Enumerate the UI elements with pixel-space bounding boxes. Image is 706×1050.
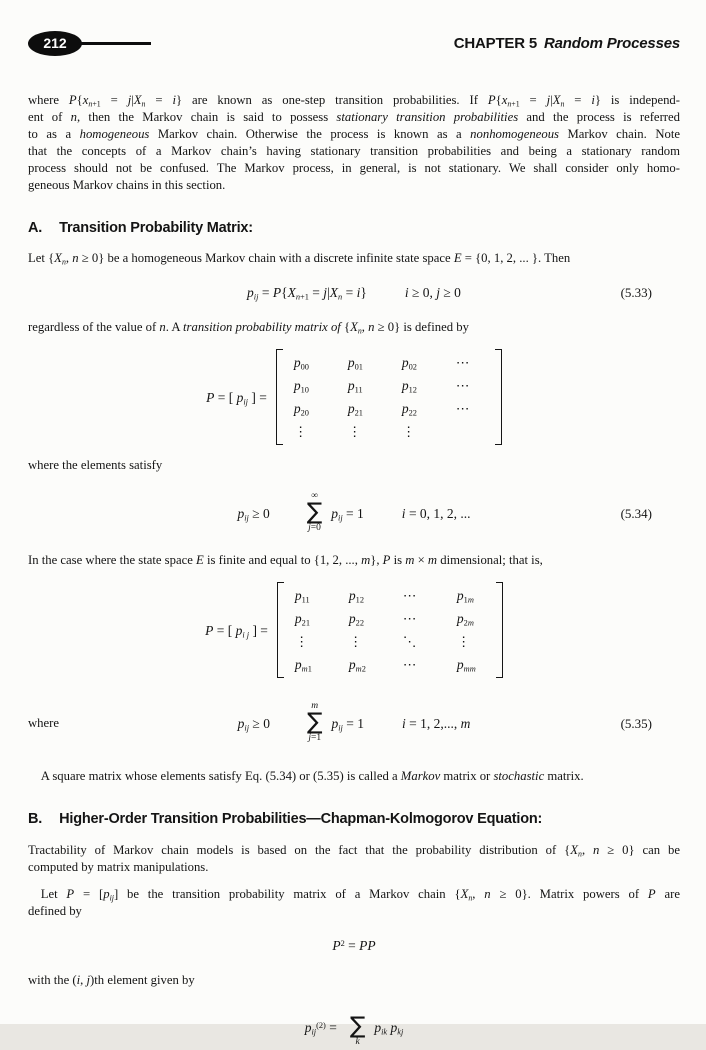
matrix-cell: $p_{12}$: [401, 378, 417, 395]
section-letter: B.: [28, 811, 43, 827]
sum-lower-limit: j=0: [308, 522, 321, 533]
matrix-cell: $p_{02}$: [401, 355, 417, 372]
equation-post: $p_{ij} = 1$: [331, 505, 364, 522]
equation-body: $p_{ij} = P\{X_{n+1} = j|X_n = i\}$: [247, 285, 367, 302]
right-bracket: [495, 349, 502, 445]
sum-lower-limit: j=1: [308, 732, 322, 743]
equation-pre: $p_{ij}^{(2)}$ =: [304, 1019, 337, 1036]
section-title: Higher-Order Transition Probabilities—Chapman-Kolmogorov Equation:: [59, 811, 543, 827]
matrix-cell: $p_{20}$: [293, 401, 309, 418]
paragraph-square-matrix: A square matrix whose elements satisfy Eq. (5.34) or (5.35) is called a Markov matrix or stochastic matrix.: [28, 769, 584, 783]
intro-paragraph: [28, 92, 680, 194]
matrix-cell: $p_{1m}$: [456, 588, 474, 605]
summation: [307, 492, 323, 534]
matrix-cells: [295, 582, 485, 678]
text-line: Tractability of Markov chain models is based on the fact that the probability distribution of {$X_n$, n ≥ 0} can be: [28, 843, 681, 859]
matrix-cell: $p_{11}$: [347, 378, 363, 395]
matrix-cell: $p_{00}$: [293, 355, 309, 372]
matrix-cell: $p_{mm}$: [456, 657, 476, 674]
equation-condition: i = 1, 2,..., m: [401, 715, 471, 731]
matrix-equation-infinite: [28, 349, 680, 445]
summation: [350, 1006, 366, 1048]
paragraph-lead-a: Let {$X_n$, n ≥ 0} be a homogeneous Markov chain with a discrete infinite state space E = {0, 1, 2, ... }. Then: [28, 251, 571, 267]
paragraph-let-p: [28, 886, 680, 920]
page-number-badge: [28, 31, 151, 56]
matrix-cell: ⋮: [347, 424, 362, 439]
equation-5-33: [28, 284, 680, 301]
sigma-icon: ∑: [349, 1013, 366, 1040]
text-line: to as a homogeneous Markov chain. Otherwise the process is known as a nonhomogeneous Markov chain. Note: [28, 127, 680, 141]
summation: [307, 702, 323, 744]
equation-p-squared: [28, 937, 680, 954]
text-line: where $P\{x_{n+1} = j|X_n = i\}$ are known as one-step transition probabilities. If $P\{x_{n+1} = j|X_n = i\}$ is independ-: [28, 93, 680, 109]
equation-condition: i = 0, 1, 2, ...: [401, 505, 471, 521]
paragraph-ij-element: with the (i, j)th element given by: [28, 973, 195, 987]
matrix-cells: [294, 349, 484, 445]
text-line: computed by matrix manipulations.: [28, 860, 209, 874]
matrix-cell: $p_{22}$: [401, 401, 417, 418]
matrix-cell: ⋮: [293, 424, 308, 439]
matrix-lead: P = [ $p_{ij}$ ] =: [206, 389, 267, 406]
paragraph-finite-case: In the case where the state space E is finite and equal to {1, 2, ..., m}, P is m × m dimensional; that is,: [28, 553, 543, 567]
page-header: [28, 30, 680, 56]
sum-upper-limit: ∞: [311, 491, 318, 502]
matrix-cell: ⋮: [401, 424, 416, 439]
matrix-cell: $p_{01}$: [347, 355, 363, 372]
matrix-lead: P = [ $p_{i j}$ ] =: [205, 622, 268, 639]
text-line: geneous Markov chains in this section.: [28, 178, 226, 192]
sigma-icon: ∑: [306, 709, 323, 736]
paragraph-tractability: [28, 842, 680, 876]
equation-pij-2: [28, 1004, 680, 1050]
matrix-cell: $p_{10}$: [293, 378, 309, 395]
equation-condition: i ≥ 0, j ≥ 0: [404, 285, 461, 300]
chapter-heading: [454, 35, 680, 52]
matrix-cell: $p_{11}$: [294, 588, 310, 605]
section-b-heading: [28, 811, 680, 828]
text-line: ent of n, then the Markov chain is said to possess stationary transition probabilities and the process is referred: [28, 110, 680, 124]
matrix-cell: ⋯: [455, 401, 470, 416]
page-number-oval: [28, 31, 82, 56]
paragraph-regardless: regardless of the value of n. A transition probability matrix of {$X_n$, n ≥ 0} is defined by: [28, 320, 469, 336]
left-bracket: [277, 582, 284, 678]
where-word: where: [28, 715, 59, 730]
matrix-cell: ⋯: [402, 611, 417, 626]
matrix-cell: ⋯: [455, 378, 470, 393]
matrix-cell: $p_{12}$: [348, 588, 365, 605]
matrix-cell: $p_{21}$: [347, 401, 363, 418]
sum-lower-limit: k: [355, 1036, 360, 1047]
text-line: Let $P = [p_{ij}]$ be the transition probability matrix of a Markov chain {$X_n$, n ≥ 0}. Matrix powers of P are: [28, 887, 680, 903]
matrix-cell: ⋱: [402, 634, 417, 649]
sum-upper-limit: m: [311, 701, 319, 712]
matrix-cell: $p_{22}$: [348, 611, 365, 628]
matrix-equation-finite: [28, 582, 680, 678]
equation-label: (5.35): [620, 715, 652, 731]
equation-pre: $p_{ij} \ge 0$: [237, 715, 270, 732]
matrix-cell: $p_{2m}$: [456, 611, 474, 628]
section-letter: A.: [28, 220, 43, 236]
text-line: process should not be confused. The Markov process, in general, is not stationary. We shall consider only homo-: [28, 161, 680, 175]
header-rule: [79, 42, 151, 45]
chapter-label: CHAPTER 5: [453, 34, 537, 52]
matrix-cell: $p_{m2}$: [348, 657, 366, 674]
matrix-cell: ⋯: [455, 355, 470, 370]
equation-post: $p_{ik}$ $p_{kj}$: [374, 1019, 404, 1036]
section-title: Transition Probability Matrix:: [59, 220, 253, 236]
matrix-cell: ⋮: [294, 634, 309, 649]
right-bracket: [496, 582, 503, 678]
equation-body: $P^2$ = PP: [332, 938, 376, 953]
matrix-cell: ⋯: [402, 588, 417, 603]
page-number: 212: [43, 34, 67, 51]
matrix-cell: ⋯: [402, 657, 417, 672]
chapter-title: Random Processes: [543, 34, 680, 52]
matrix-cell: ⋮: [456, 634, 471, 649]
equation-label: (5.33): [620, 285, 652, 300]
paragraph-where-elements: where the elements satisfy: [28, 458, 163, 472]
equation-label: (5.34): [620, 505, 652, 521]
matrix-cell: ⋮: [348, 634, 363, 649]
equation-post: $p_{ij} = 1$: [331, 715, 364, 732]
text-line: that the concepts of a Markov chain’s having stationary transition probabilities and being a stationary random: [28, 144, 680, 158]
sigma-icon: ∑: [306, 499, 323, 526]
equation-pre: $p_{ij} \ge 0$: [237, 505, 270, 522]
equation-5-35: [28, 700, 680, 746]
equation-5-34: [28, 490, 680, 536]
matrix-cell: $p_{m1}$: [294, 657, 312, 674]
matrix-cell: $p_{21}$: [294, 611, 311, 628]
section-a-heading: [28, 220, 680, 237]
left-bracket: [276, 349, 283, 445]
text-line: defined by: [28, 904, 82, 918]
